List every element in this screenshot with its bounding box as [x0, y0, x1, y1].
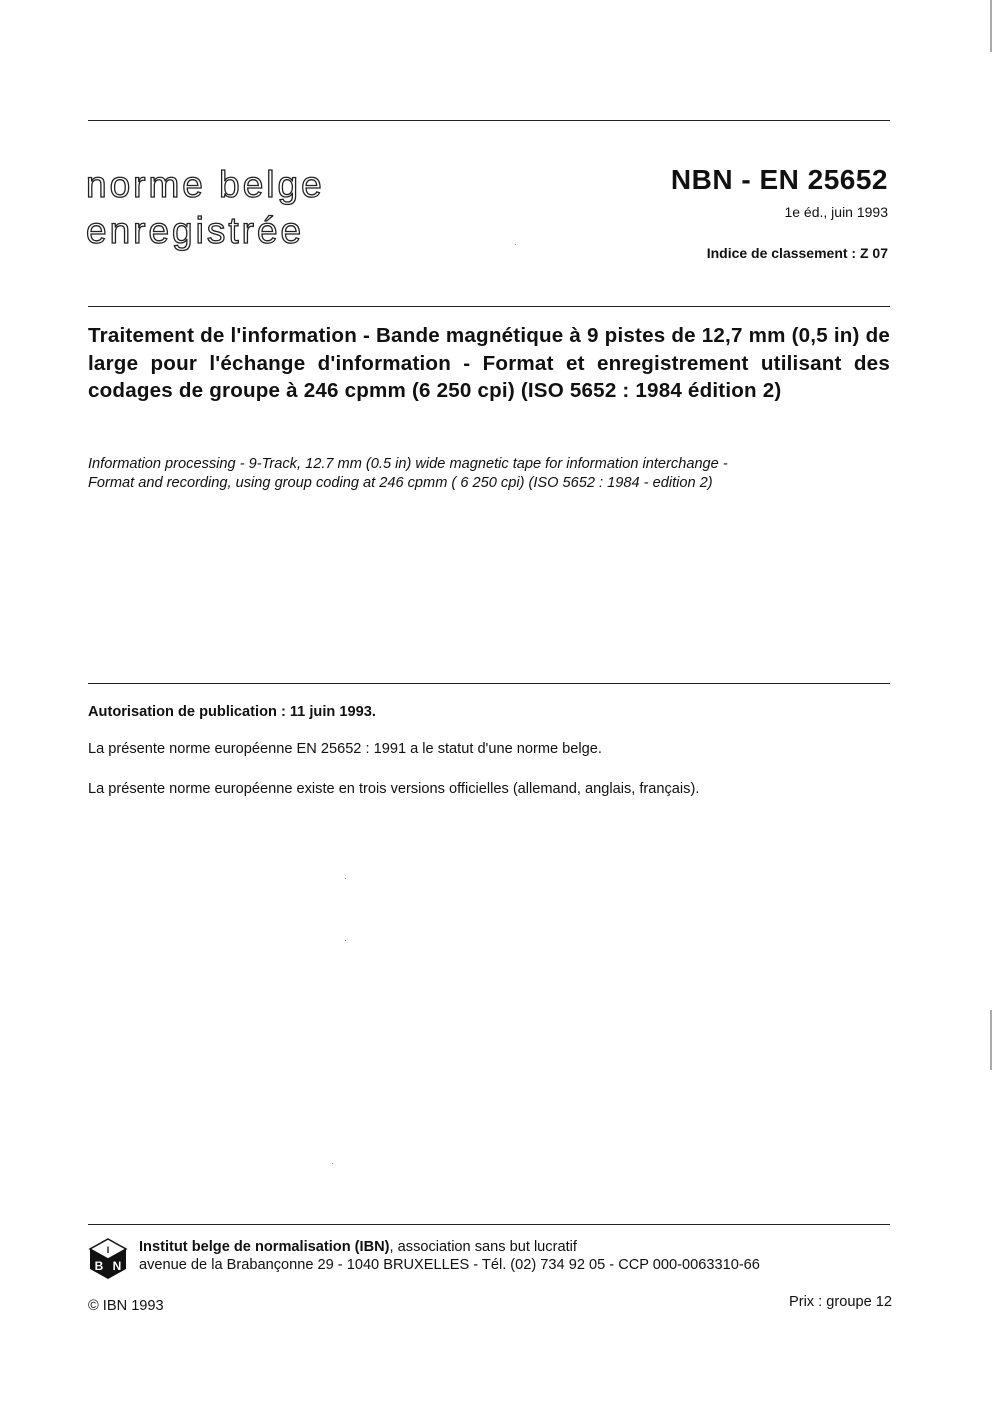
svg-text:N: N: [112, 1259, 122, 1273]
svg-text:I: I: [106, 1245, 110, 1255]
ibn-logo-icon: [88, 1237, 128, 1281]
french-title: Traitement de l'information - Bande magnétique à 9 pistes de 12,7 mm (0,5 in) de large pour l'échange d'information - Format et enregistrement utilisant des codages de groupe à 246 cpmm (6 250 cpi) (ISO 5652 : 1984 édition 2): [88, 324, 890, 403]
norme-belge-heading: norme belge: [86, 164, 325, 205]
footer-top-rule: [88, 1224, 890, 1225]
classification-index: Indice de classement : Z 07: [706, 245, 888, 261]
scan-speck: [332, 1163, 333, 1164]
institute-description: , association sans but lucratif: [389, 1239, 577, 1255]
scan-speck: [345, 940, 346, 941]
institute-name: Institut belge de normalisation (IBN): [139, 1239, 390, 1255]
publication-authorization: Autorisation de publication : 11 juin 1993.: [88, 704, 376, 720]
top-rule: [88, 120, 890, 121]
status-statement: La présente norme européenne EN 25652 : 1991 a le statut d'une norme belge.: [88, 741, 602, 757]
english-title-line-2: Format and recording, using group coding at 246 cpmm ( 6 250 cpi) (ISO 5652 : 1984 - edition 2): [88, 475, 713, 491]
institute-line: [139, 1239, 577, 1255]
institute-address: avenue de la Brabançonne 29 - 1040 BRUXELLES - Tél. (02) 734 92 05 - CCP 000-0063310-66: [139, 1257, 760, 1273]
header-bottom-rule: [88, 306, 890, 307]
publication-top-rule: [88, 683, 890, 684]
svg-text:B: B: [94, 1259, 104, 1273]
scan-speck: [515, 244, 516, 245]
versions-statement: La présente norme européenne existe en trois versions officielles (allemand, anglais, français).: [88, 781, 700, 797]
enregistree-heading: enregistrée: [86, 210, 305, 251]
english-title: [88, 455, 898, 493]
english-title-line-1: Information processing - 9-Track, 12.7 mm (0.5 in) wide magnetic tape for information interchange -: [88, 456, 728, 472]
copyright: © IBN 1993: [88, 1298, 164, 1314]
standard-number: NBN - EN 25652: [670, 164, 888, 195]
price-group: Prix : groupe 12: [788, 1294, 892, 1310]
scan-speck: [345, 878, 346, 879]
edition-date: 1e éd., juin 1993: [784, 204, 888, 220]
